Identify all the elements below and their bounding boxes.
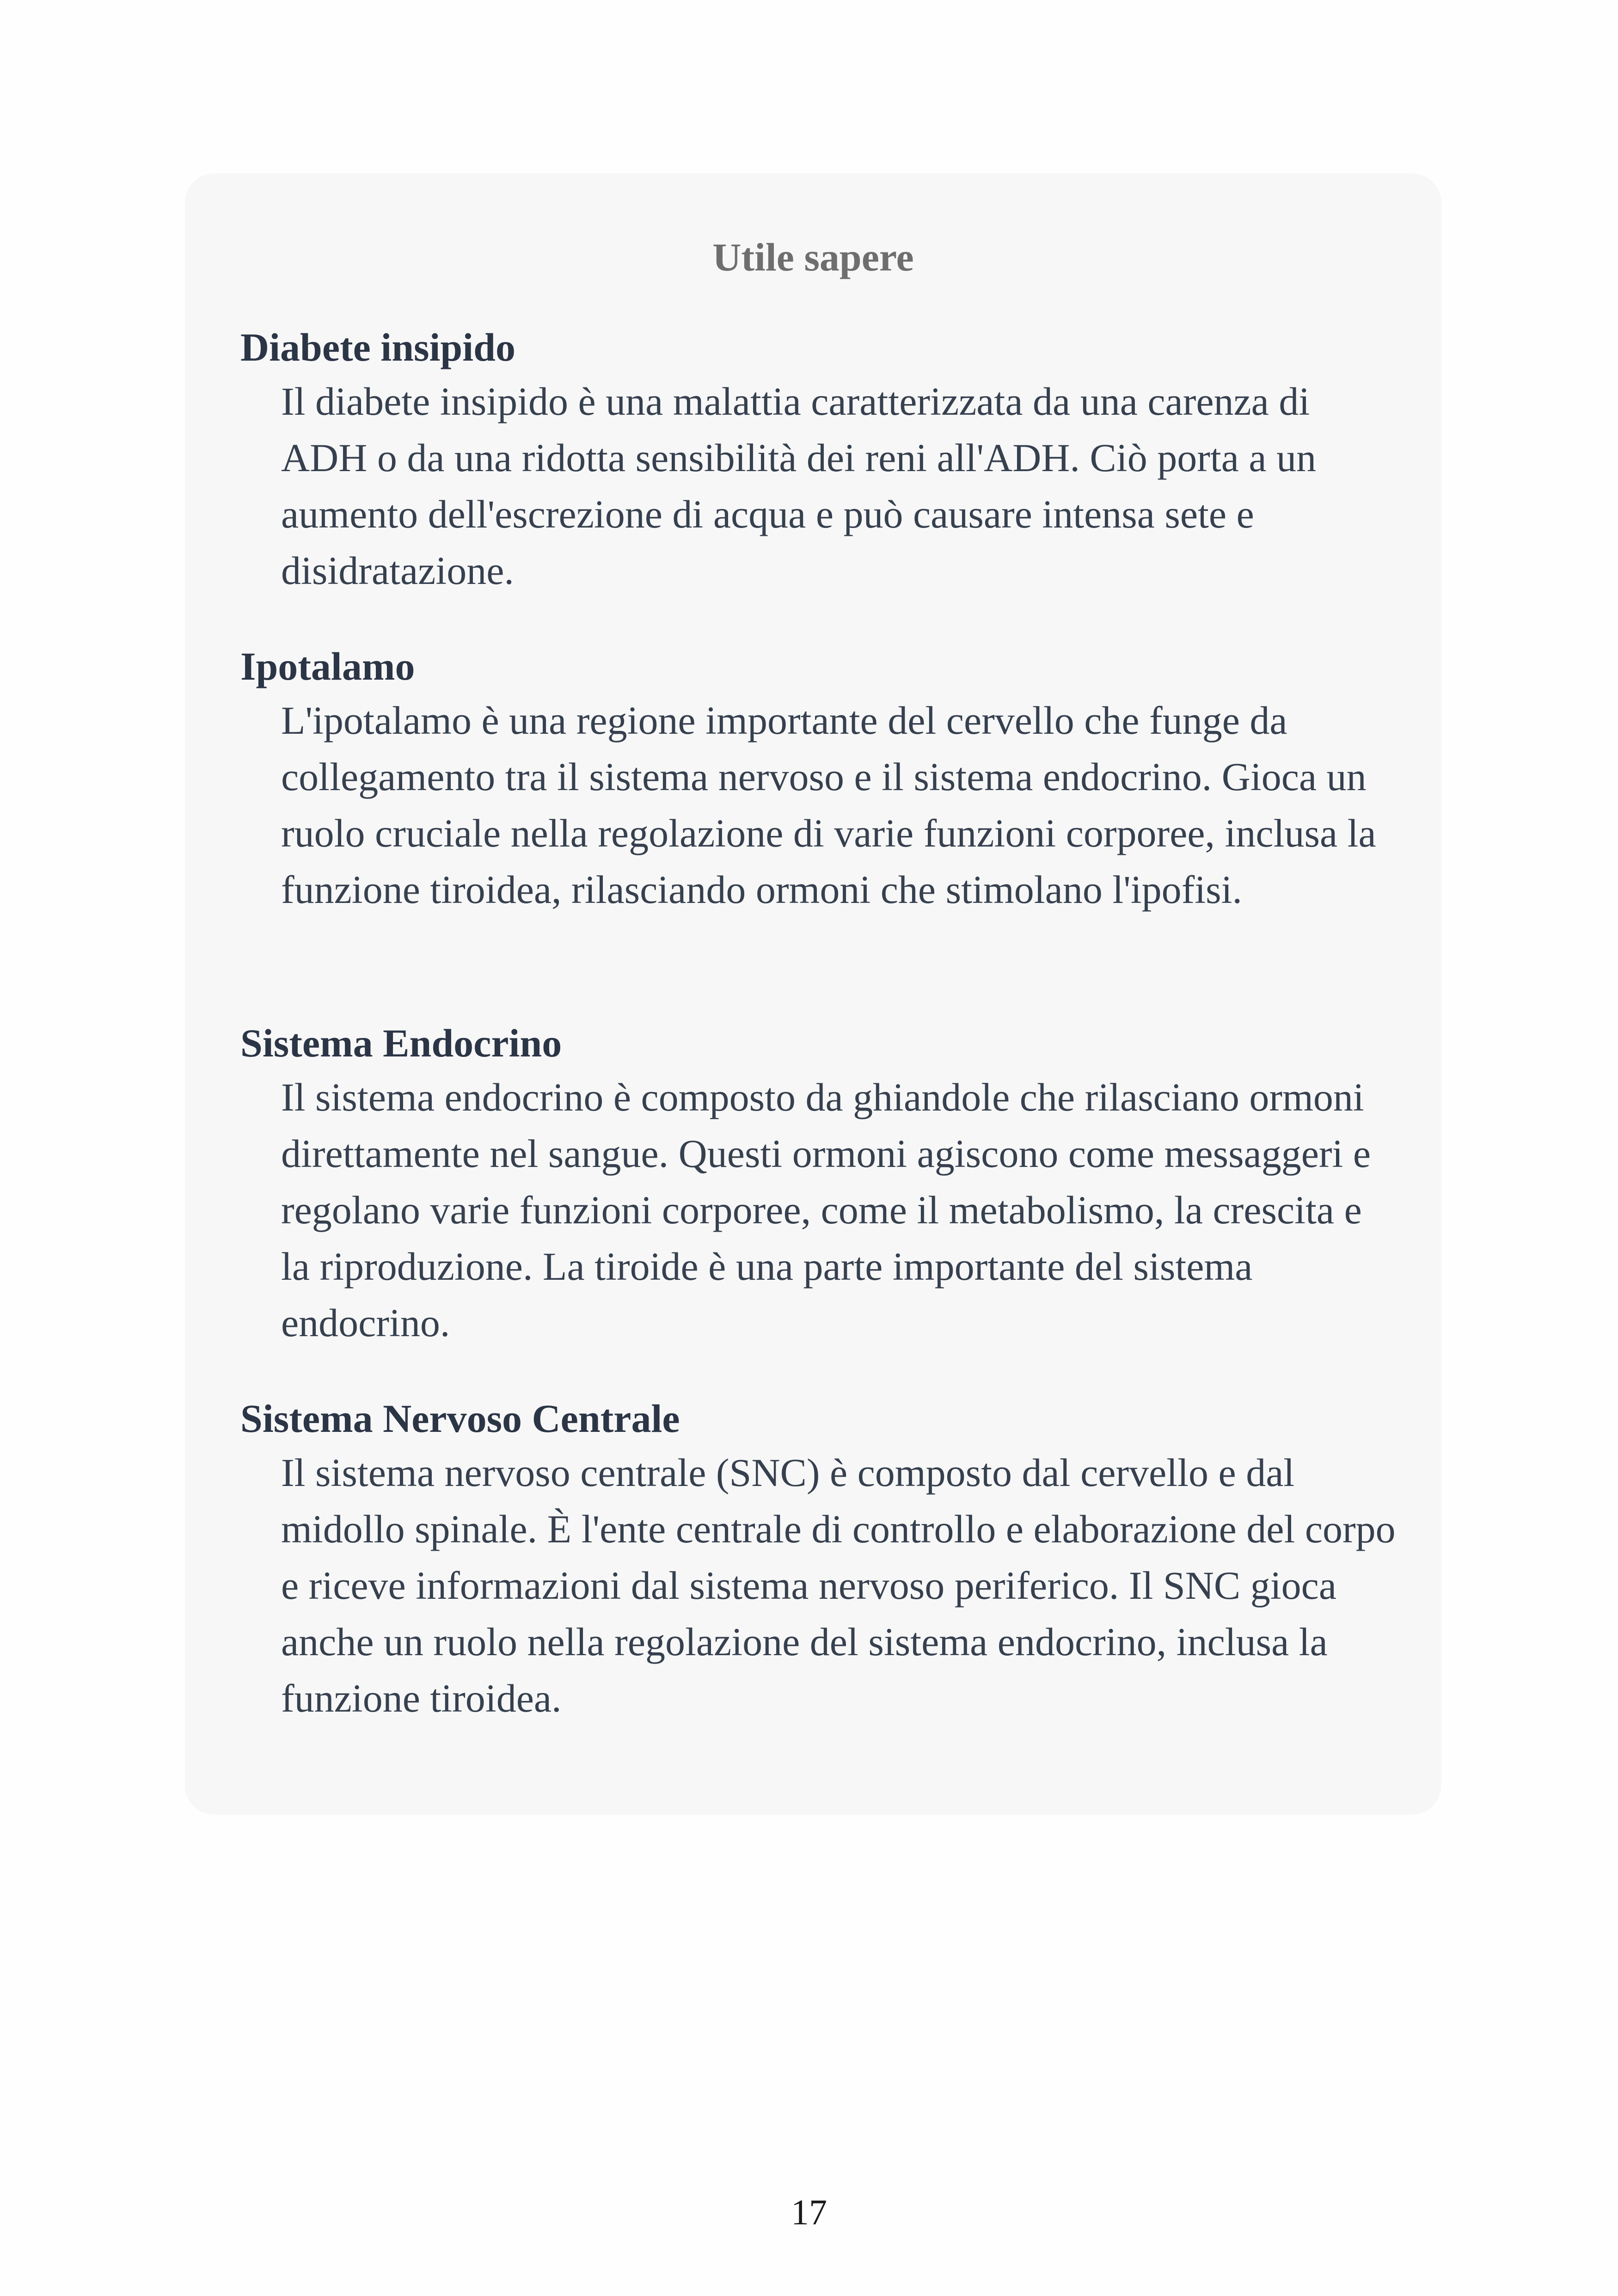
entry-term: Diabete insipido xyxy=(240,325,515,369)
info-box-title: Utile sapere xyxy=(712,235,914,279)
glossary-entry-sistema-endocrino xyxy=(240,1019,1400,1351)
entry-term: Sistema Nervoso Centrale xyxy=(240,1396,680,1441)
glossary-entry-ipotalamo xyxy=(240,643,1400,918)
info-box xyxy=(185,173,1441,1815)
entry-definition: Il diabete insipido è una malattia caratterizzata da una carenza di ADH o da una ridotta sensibilità dei reni all'ADH. Ciò porta a un aumento dell'escrezione di acqua e può causare intensa sete e disidratazione. xyxy=(281,379,1317,593)
entry-definition: L'ipotalamo è una regione importante del cervello che funge da collegamento tra il sistema nervoso e il sistema endocrino. Gioca un ruolo cruciale nella regolazione di varie funzioni corporee, inclusa la funzione tiroidea, rilasciando ormoni che stimolano l'ipofisi. xyxy=(281,698,1376,912)
page-number: 17 xyxy=(791,2192,827,2232)
entry-term: Ipotalamo xyxy=(240,644,415,688)
entry-definition: Il sistema nervoso centrale (SNC) è composto dal cervello e dal midollo spinale. È l'ente centrale di controllo e elaborazione del corpo e riceve informazioni dal sistema nervoso periferico. Il SNC gioca anche un ruolo nella regolazione del sistema endocrino, inclusa la funzione tiroidea. xyxy=(281,1450,1396,1721)
glossary-entry-sistema-nervoso-centrale xyxy=(240,1395,1400,1726)
entry-term: Sistema Endocrino xyxy=(240,1021,562,1065)
entry-definition: Il sistema endocrino è composto da ghiandole che rilasciano ormoni direttamente nel sangue. Questi ormoni agiscono come messaggeri e regolano varie funzioni corporee, come il metabolismo, la crescita e la riproduzione. La tiroide è una parte importante del sistema endocrino. xyxy=(281,1075,1371,1345)
glossary-entry-diabete-insipido xyxy=(240,324,1400,599)
